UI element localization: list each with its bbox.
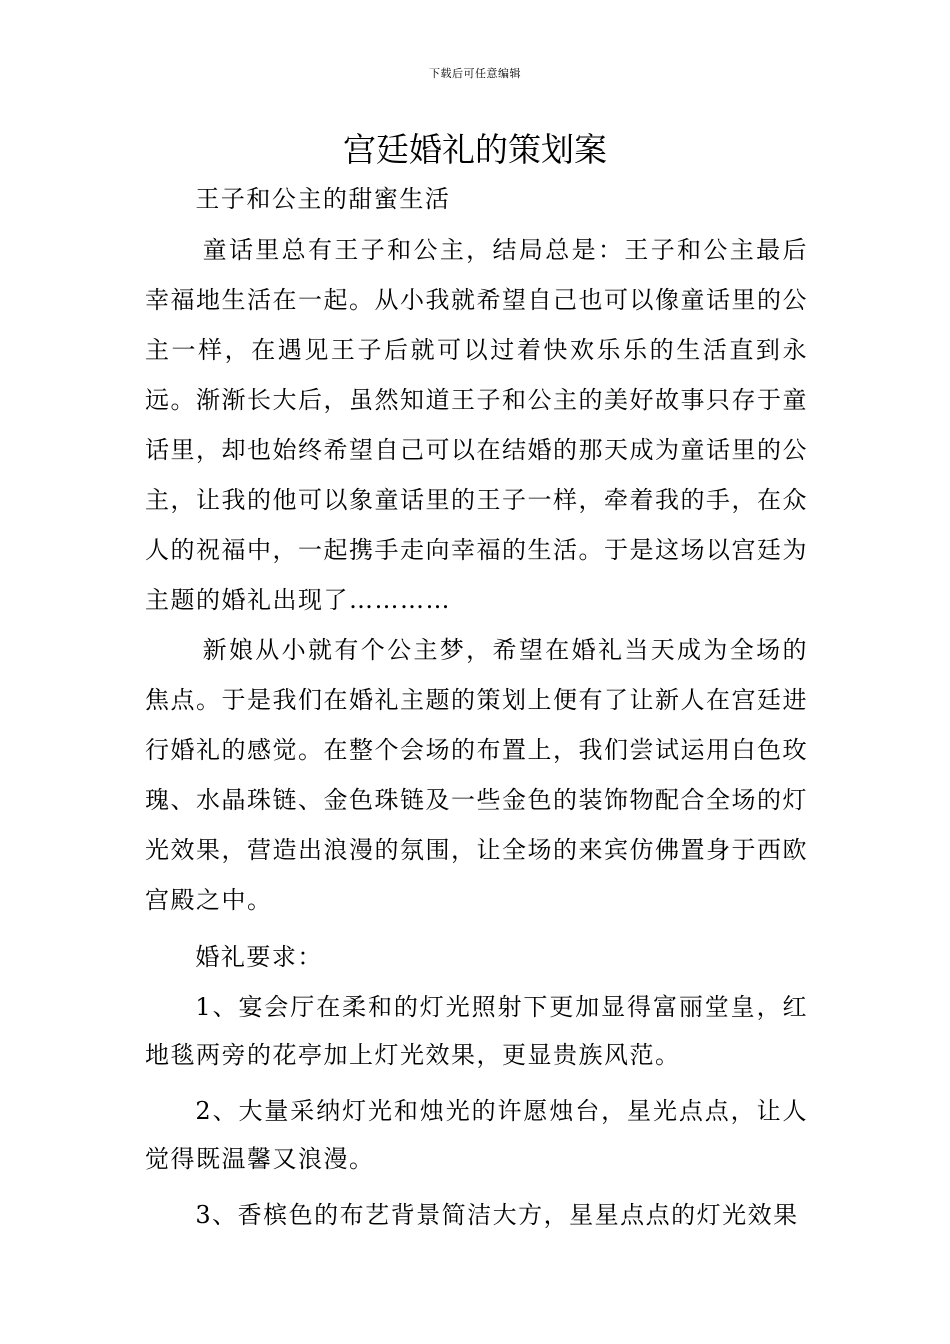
requirement-item-1: 1、宴会厅在柔和的灯光照射下更加显得富丽堂皇，红地毯两旁的花亭加上灯光效果，更显贵族风范。: [145, 993, 808, 1069]
document-body: [145, 175, 808, 1241]
requirement-item-3: 3、香槟色的布艺背景简洁大方，星星点点的灯光效果: [195, 1201, 799, 1229]
theme-paragraph: 新娘从小就有个公主梦，希望在婚礼当天成为全场的焦点。于是我们在婚礼主题的策划上便有了让新人在宫廷进行婚礼的感觉。在整个会场的布置上，我们尝试运用白色玫瑰、水晶珠链、金色珠链及一些金色的装饰物配合全场的灯光效果，营造出浪漫的氛围，让全场的来宾仿佛置身于西欧宫殿之中。: [145, 636, 808, 914]
document-title: 宫廷婚礼的策划案: [343, 130, 607, 169]
subtitle-paragraph: 王子和公主的甜蜜生活: [195, 185, 451, 213]
header-note: 下载后可任意编辑: [429, 67, 521, 80]
intro-paragraph: 童话里总有王子和公主，结局总是：王子和公主最后幸福地生活在一起。从小我就希望自己也可以像童话里的公主一样，在遇见王子后就可以过着快欢乐乐的生活直到永远。渐渐长大后，虽然知道王子和公主的美好故事只存于童话里，却也始终希望自己可以在结婚的那天成为童话里的公主，让我的他可以象童话里的王子一样，牵着我的手，在众人的祝福中，一起携手走向幸福的生活。于是这场以宫廷为主题的婚礼出现了…………: [145, 236, 808, 614]
requirements-heading: 婚礼要求：: [195, 943, 323, 971]
requirement-item-2: 2、大量采纳灯光和烛光的许愿烛台，星光点点，让人觉得既温馨又浪漫。: [145, 1097, 808, 1173]
